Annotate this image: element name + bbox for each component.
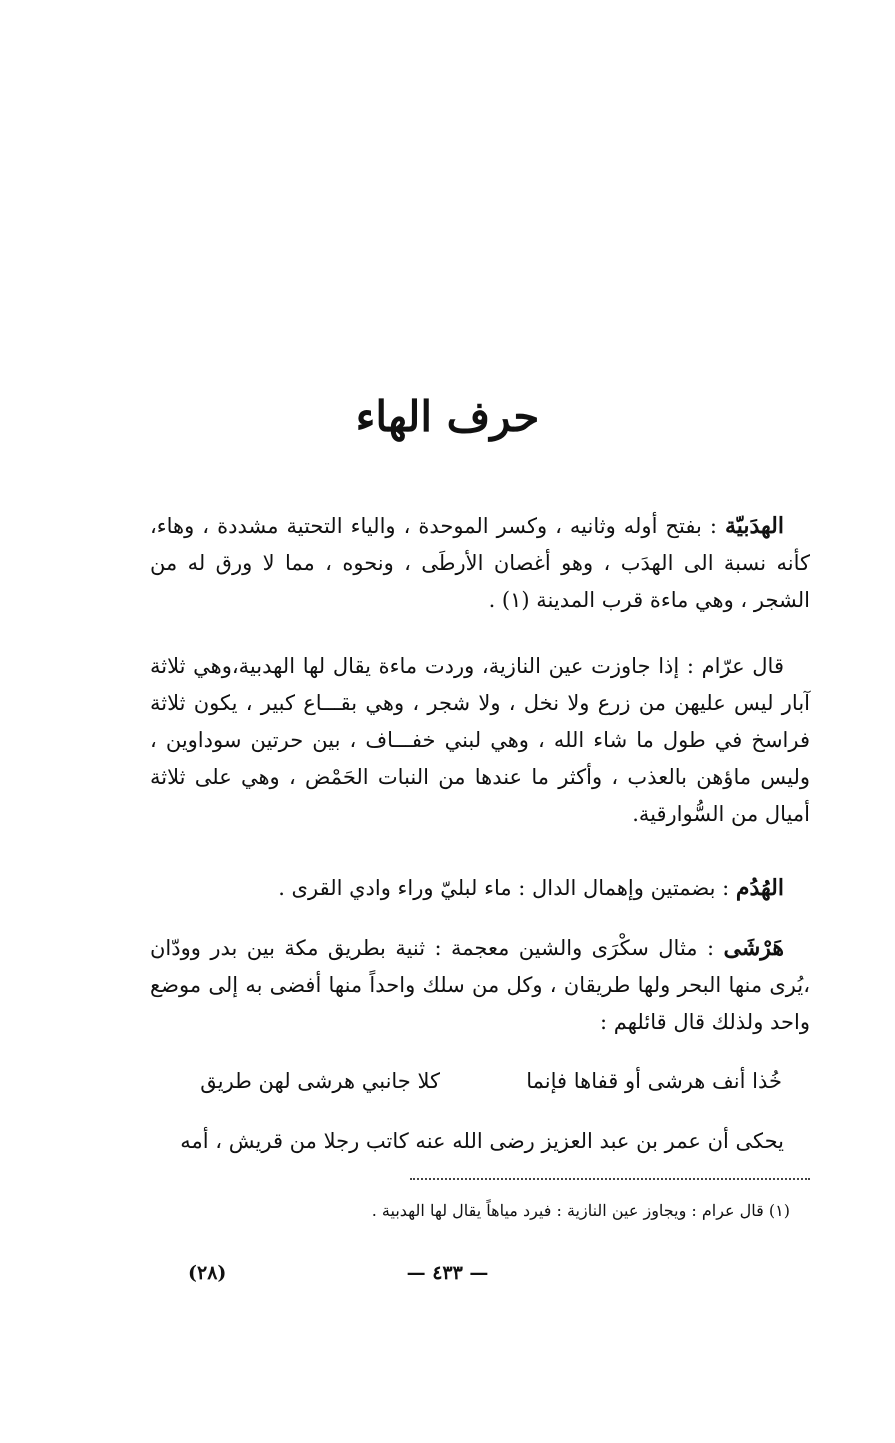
page-number: — ٤٣٣ —	[406, 1262, 489, 1284]
footnote: (١) قال عرام : ويجاوز عين النازية : فيرد مياهاً يقال لها الهدبية .	[371, 1201, 790, 1220]
entry-text: : بضمتين وإهمال الدال : ماء لبليّ وراء وادي القرى .	[278, 876, 730, 900]
verse-second-hemistich: كلا جانبي هرشى لهن طريق	[200, 1069, 440, 1093]
entry-paragraph: يحكى أن عمر بن عبد العزيز رضى الله عنه كاتب رجلا من قريش ، أمه	[180, 1129, 784, 1153]
entry-paragraph	[150, 870, 810, 907]
entry-term: الهدَبيّة	[724, 513, 784, 539]
entry-text: : مثال سكْرَى والشين معجمة : ثنية بطريق مكة بين بدر وودّان ،يُرى منها البحر ولها طريقان ، وكل من سلك واحداً منها أفضى به إلى موضع واحد ولذلك قال قائلهم :	[150, 936, 810, 1034]
entry-paragraph	[150, 930, 810, 1041]
closing-paragraph	[150, 1123, 810, 1160]
entry-term: الهُدُم	[735, 875, 784, 901]
entry-hudum	[150, 870, 810, 907]
chapter-title: حرف الهاء	[355, 392, 540, 441]
entry-text: : بفتح أوله وثانيه ، وكسر الموحدة ، والياء التحتية مشددة ، وهاء، كأنه نسبة الى الهدَب ، وهو أغصان الأرطَى ، ونحوه ، مما لا ورق له من الشجر ، وهي ماءة قرب المدينة (١) .	[150, 514, 810, 612]
footnote-divider	[410, 1178, 810, 1180]
entry-paragraph	[150, 508, 810, 619]
entry-paragraph: قال عرّام : إذا جاوزت عين النازية، وردت ماءة يقال لها الهدبية،وهي ثلاثة آبار ليس عليهن من زرع ولا نخل ، ولا شجر ، وهي بقـــاع كبير ، يكون ثلاثة فراسخ في طول ما شاء الله ، وهي لبني خفـــاف ، بين حرتين سوداوين ، وليس ماؤهن بالعذب ، وأكثر ما عندها من النبات الحَمْض ، وهي على ثلاثة أميال من السُّوارقية.	[150, 654, 810, 826]
entry-hadabiyya	[150, 508, 810, 619]
entry-harsha	[150, 930, 810, 1041]
entry-term: هَرْشَى	[723, 935, 784, 961]
signature-mark: (٢٨)	[188, 1262, 227, 1284]
poetry-verse	[150, 1063, 810, 1100]
quote-arram	[150, 648, 810, 833]
verse-first-hemistich: خُذا أنف هرشى أو قفاها فإنما	[526, 1069, 782, 1093]
